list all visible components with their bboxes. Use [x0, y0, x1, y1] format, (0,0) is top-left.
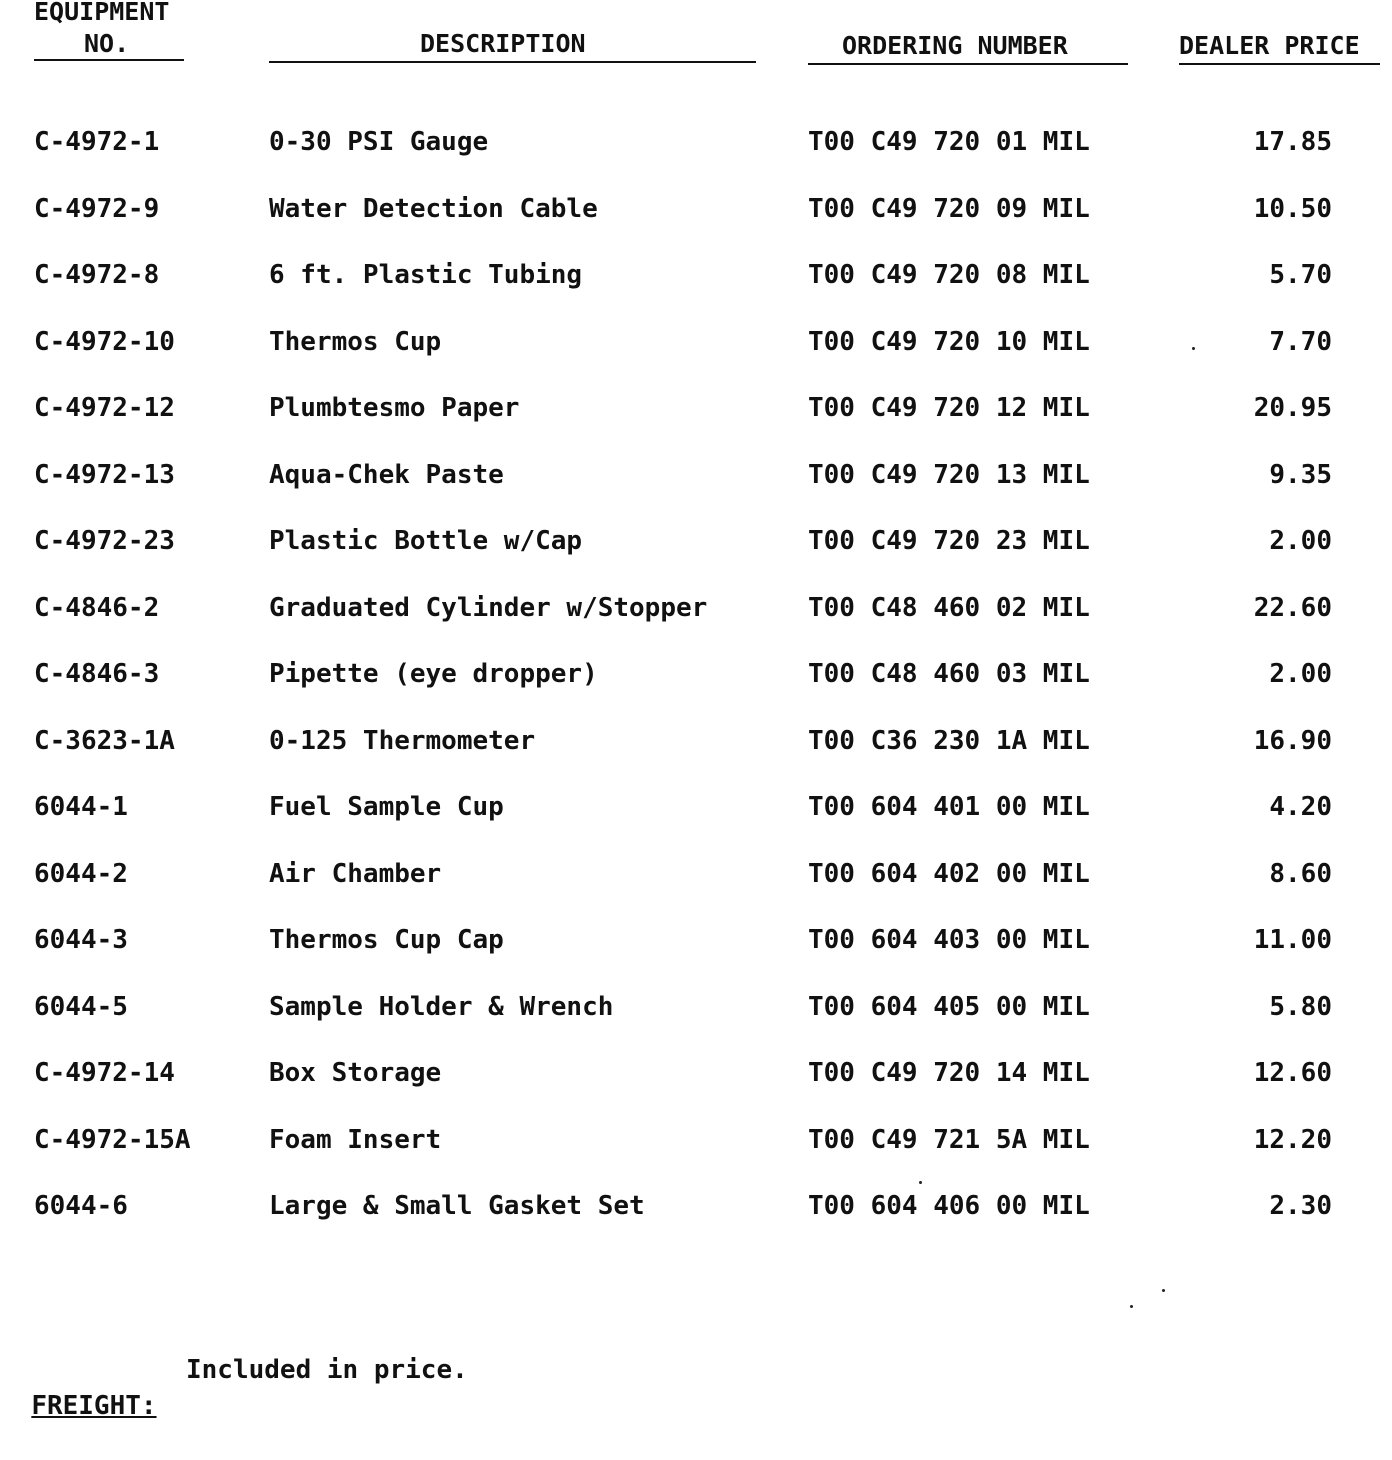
description: Pipette (eye dropper) [269, 659, 598, 689]
table-row [0, 120, 1392, 187]
table-row [0, 1118, 1392, 1185]
description: Graduated Cylinder w/Stopper [269, 592, 708, 623]
description: Thermos Cup [269, 326, 442, 357]
table-row [0, 519, 1392, 586]
description: Air Chamber [269, 858, 442, 889]
equipment-no: C-4846-3 [34, 659, 160, 689]
dealer-price: 10.50 [1253, 193, 1332, 224]
table-row [0, 985, 1392, 1052]
header-dealer-price: DEALER PRICE [1179, 31, 1360, 60]
table-row [0, 320, 1392, 387]
dealer-price: 16.90 [1253, 725, 1332, 756]
table-row [0, 586, 1392, 653]
table-row [0, 785, 1392, 852]
ordering-number: T00 C48 460 03 MIL [808, 659, 1090, 689]
description: Plastic Bottle w/Cap [269, 526, 583, 556]
dealer-price: 17.85 [1253, 127, 1332, 157]
table-row [0, 386, 1392, 453]
ordering-number: T00 C49 720 13 MIL [808, 459, 1090, 490]
table-row [0, 719, 1392, 786]
dealer-price: 12.60 [1253, 1058, 1332, 1088]
freight-note [0, 1352, 468, 1460]
ordering-number: T00 C49 720 09 MIL [808, 193, 1090, 224]
header-equipment-line1: EQUIPMENT [34, 0, 170, 26]
ordering-number: T00 604 402 00 MIL [808, 858, 1090, 889]
description: Large & Small Gasket Set [269, 1191, 645, 1221]
equipment-no: C-4846-2 [34, 592, 160, 623]
scan-speck [1162, 1289, 1165, 1292]
description: Thermos Cup Cap [269, 925, 504, 955]
dealer-price: 2.30 [1269, 1191, 1332, 1221]
price-table [0, 120, 1392, 1251]
ordering-number: T00 C49 720 08 MIL [808, 260, 1090, 290]
description: 0-125 Thermometer [269, 725, 536, 756]
dealer-price: 2.00 [1269, 659, 1332, 689]
equipment-no: C-4972-15A [34, 1124, 191, 1155]
ordering-number: T00 C48 460 02 MIL [808, 592, 1090, 623]
dealer-price: 22.60 [1253, 592, 1332, 623]
equipment-no: 6044-3 [34, 925, 128, 955]
table-row [0, 918, 1392, 985]
freight-text: Included in price. [186, 1355, 468, 1385]
header-ordering-number: ORDERING NUMBER [842, 31, 1068, 60]
header-equipment-line2: NO. [84, 29, 130, 58]
description: Fuel Sample Cup [269, 792, 504, 822]
equipment-no: C-4972-14 [34, 1058, 175, 1088]
equipment-no: C-4972-13 [34, 459, 175, 490]
ordering-number: T00 C49 720 12 MIL [808, 393, 1090, 423]
dealer-price: 7.70 [1269, 326, 1332, 357]
description: Box Storage [269, 1058, 442, 1088]
ordering-number: T00 C49 720 14 MIL [808, 1058, 1090, 1088]
dealer-price: 4.20 [1269, 792, 1332, 822]
dealer-price: 5.80 [1269, 991, 1332, 1022]
header-equipment-underline [34, 59, 184, 61]
ordering-number: T00 C49 720 23 MIL [808, 526, 1090, 556]
header-description-underline [269, 61, 756, 63]
dealer-price: 9.35 [1269, 459, 1332, 490]
equipment-no: 6044-1 [34, 792, 128, 822]
table-row [0, 1051, 1392, 1118]
equipment-no: 6044-2 [34, 858, 128, 889]
description: 0-30 PSI Gauge [269, 127, 489, 157]
ordering-number: T00 C49 721 5A MIL [808, 1124, 1090, 1155]
header-ordering-number-underline [808, 63, 1128, 65]
dealer-price: 12.20 [1253, 1124, 1332, 1155]
equipment-no: 6044-6 [34, 1191, 128, 1221]
equipment-no: C-4972-12 [34, 393, 175, 423]
dealer-price: 20.95 [1253, 393, 1332, 423]
table-row [0, 1184, 1392, 1251]
ordering-number: T00 C49 720 10 MIL [808, 326, 1090, 357]
description: Foam Insert [269, 1124, 442, 1155]
table-row [0, 187, 1392, 254]
equipment-no: C-4972-1 [34, 127, 160, 157]
ordering-number: T00 604 405 00 MIL [808, 991, 1090, 1022]
table-row [0, 453, 1392, 520]
ordering-number: T00 604 403 00 MIL [808, 925, 1090, 955]
freight-label: FREIGHT: [31, 1391, 157, 1421]
equipment-no: C-4972-10 [34, 326, 175, 357]
header-dealer-price-underline [1179, 63, 1380, 65]
equipment-no: 6044-5 [34, 991, 128, 1022]
description: Sample Holder & Wrench [269, 991, 614, 1022]
header-description: DESCRIPTION [420, 29, 586, 58]
ordering-number: T00 C36 230 1A MIL [808, 725, 1090, 756]
description: Water Detection Cable [269, 193, 598, 224]
description: 6 ft. Plastic Tubing [269, 260, 583, 290]
description: Aqua-Chek Paste [269, 459, 504, 490]
equipment-no: C-4972-8 [34, 260, 160, 290]
dealer-price: 8.60 [1269, 858, 1332, 889]
description: Plumbtesmo Paper [269, 393, 520, 423]
table-row [0, 652, 1392, 719]
equipment-no: C-4972-23 [34, 526, 175, 556]
ordering-number: T00 C49 720 01 MIL [808, 127, 1090, 157]
scan-speck [1130, 1305, 1133, 1308]
ordering-number: T00 604 406 00 MIL [808, 1191, 1090, 1221]
scan-speck [1192, 347, 1195, 350]
scan-speck [919, 1181, 922, 1184]
dealer-price: 5.70 [1269, 260, 1332, 290]
dealer-price: 11.00 [1253, 925, 1332, 955]
dealer-price: 2.00 [1269, 526, 1332, 556]
equipment-no: C-4972-9 [34, 193, 160, 224]
table-row [0, 852, 1392, 919]
table-row [0, 253, 1392, 320]
equipment-no: C-3623-1A [34, 725, 175, 756]
ordering-number: T00 604 401 00 MIL [808, 792, 1090, 822]
